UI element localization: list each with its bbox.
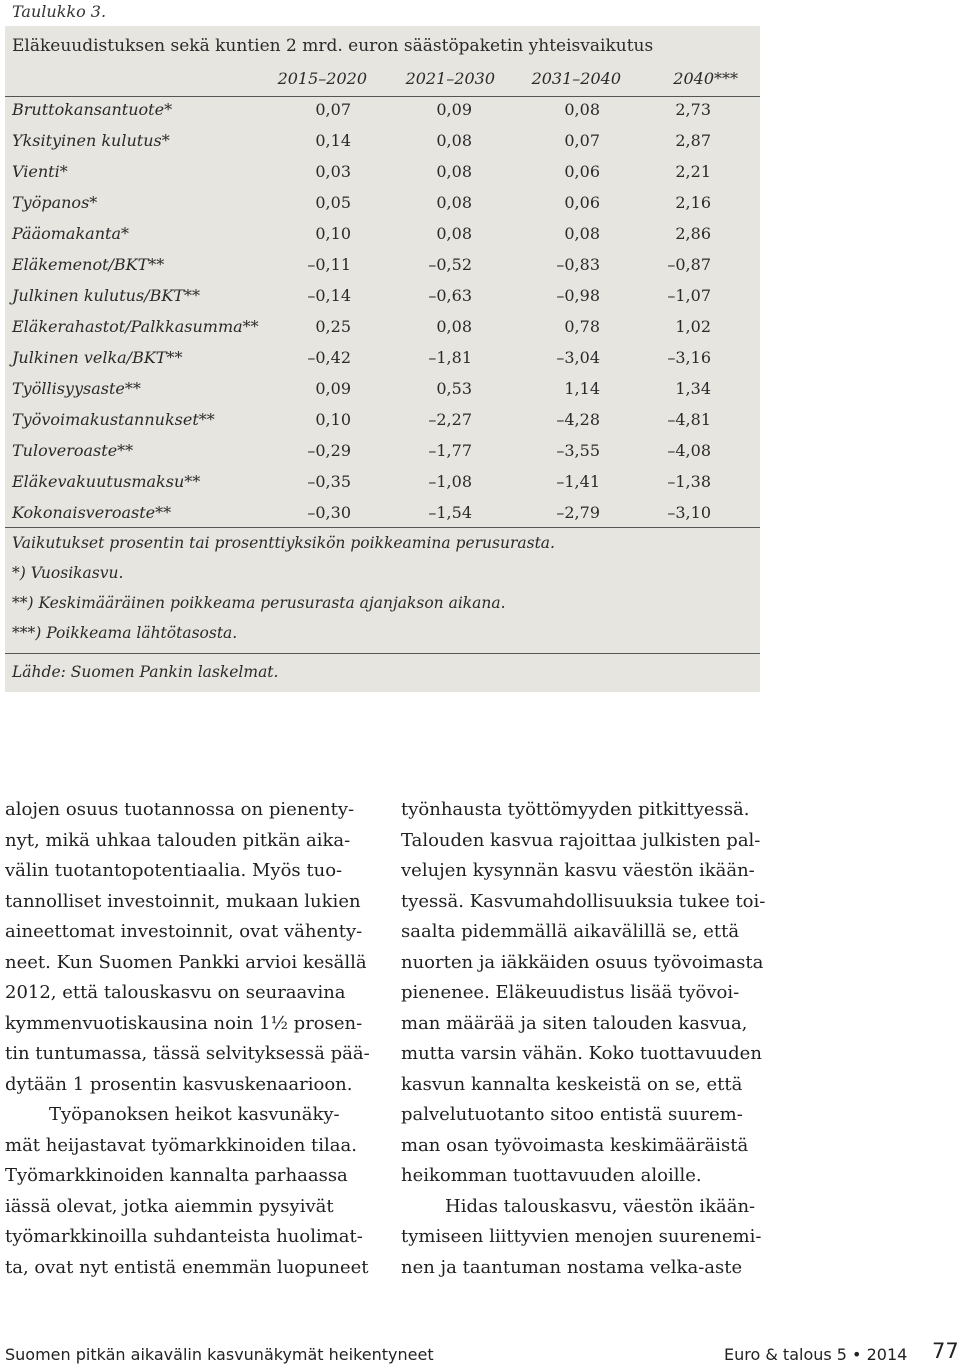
table-note: **) Keskimääräinen poikkeama perusurasta ajanjakson aikana. [12,594,506,612]
row-label: Kokonaisveroaste** [12,503,172,522]
text-line: neet. Kun Suomen Pankki arvioi kesällä [5,951,367,973]
row-label: Työllisyysaste** [12,379,141,398]
table-cell: –3,10 [667,503,711,522]
table-cell: –1,07 [667,286,711,305]
text-line: Työmarkkinoiden kannalta parhaassa [5,1165,348,1186]
table-cell: –0,30 [307,503,351,522]
table-cell: 2,87 [675,131,711,150]
table-caption: Taulukko 3. [12,2,107,21]
table-cell: 0,03 [315,162,351,181]
table-row [5,344,760,375]
table-cell: –1,41 [556,472,600,491]
table-header-row [5,65,760,97]
table-cell: 0,07 [564,131,600,150]
text-line: velujen kysynnän kasvu väestön ikään- [401,860,755,881]
text-line: Hidas talouskasvu, väestön ikään- [445,1195,756,1217]
table-cell: –1,54 [428,503,472,522]
table-row [5,375,760,406]
table-cell: 0,07 [315,100,351,119]
table-cell: –1,81 [428,348,472,367]
row-label: Työpanos* [12,193,98,212]
table-cell: –4,81 [667,410,711,429]
text-line: kymmenvuotiskausina noin 1½ prosen- [5,1012,363,1034]
table-cell: 0,08 [436,162,472,181]
table-cell: –3,04 [556,348,600,367]
text-line: Työpanoksen heikot kasvunäky- [49,1104,340,1125]
text-line: alojen osuus tuotannossa on pienenty- [5,799,355,820]
table-cell: –0,42 [307,348,351,367]
table-cell: –4,28 [556,410,600,429]
table-cell: 2,21 [675,162,711,181]
table-cell: 0,05 [315,193,351,212]
text-line: man määrää ja siten talouden kasvua, [401,1012,748,1034]
table-row [5,282,760,313]
body-column-left [5,795,375,1283]
table-divider [5,653,760,654]
text-line: mät heijastavat työmarkkinoiden tilaa. [5,1134,357,1156]
table-cell: 0,10 [315,224,351,243]
table-row [5,220,760,251]
row-label: Bruttokansantuote* [12,100,173,119]
text-line: työnhausta työttömyyden pitkittyessä. [401,799,750,820]
publication-info: Euro & talous 5 • 2014 [724,1345,908,1364]
table-cell: –1,77 [428,441,472,460]
table-row [5,251,760,282]
text-line: työmarkkinoilla suhdanteista huolimat- [5,1226,363,1247]
table-cell: 1,02 [675,317,711,336]
table-cell: 2,86 [675,224,711,243]
table-cell: –0,63 [428,286,472,305]
table-row [5,313,760,344]
table-cell: –1,38 [667,472,711,491]
row-label: Työvoimakustannukset** [12,410,215,429]
table-row [5,189,760,220]
table-cell: 1,34 [675,379,711,398]
text-line: man osan työvoimasta keskimääräistä [401,1134,749,1156]
text-line: kasvun kannalta keskeistä on se, että [401,1073,743,1095]
column-header: 2040*** [673,69,738,88]
table-row [5,96,760,127]
table-row [5,406,760,437]
text-line: saalta pidemmällä aikavälillä se, että [401,921,740,942]
table-cell: –0,98 [556,286,600,305]
text-line: tannolliset investoinnit, mukaan lukien [5,890,361,912]
table-cell: 0,25 [315,317,351,336]
data-table [5,26,760,692]
body-column-right [401,795,771,1283]
table-row [5,468,760,499]
row-label: Yksityinen kulutus* [12,131,170,150]
table-cell: 0,14 [315,131,351,150]
table-row [5,158,760,189]
table-cell: 0,09 [436,100,472,119]
running-footer-title: Suomen pitkän aikavälin kasvunäkymät heikentyneet [5,1345,434,1364]
text-line: dytään 1 prosentin kasvuskenaarioon. [5,1073,353,1095]
table-cell: –3,16 [667,348,711,367]
row-label: Pääomakanta* [12,224,129,243]
table-note: *) Vuosikasvu. [12,564,124,582]
table-cell: 0,08 [564,224,600,243]
table-cell: –4,08 [667,441,711,460]
text-line: heikomman tuottavuuden aloille. [401,1165,702,1186]
text-line: Talouden kasvua rajoittaa julkisten pal- [401,829,761,851]
table-cell: 2,73 [675,100,711,119]
table-cell: 0,08 [436,224,472,243]
table-cell: 1,14 [564,379,600,398]
table-title: Eläkeuudistuksen sekä kuntien 2 mrd. euron säästöpaketin yhteisvaikutus [12,36,654,56]
text-line: tin tuntumassa, tässä selvityksessä pää- [5,1043,370,1064]
table-row [5,437,760,468]
text-line: nuorten ja iäkkäiden osuus työvoimasta [401,951,764,973]
row-label: Tuloveroaste** [12,441,134,460]
text-line: välin tuotantopotentiaalia. Myös tuo- [5,860,343,881]
table-note: ***) Poikkeama lähtötasosta. [12,624,238,642]
text-line: mutta varsin vähän. Koko tuottavuuden [401,1043,762,1064]
text-line: nen ja taantuman nostama velka-aste [401,1256,743,1278]
text-line: ta, ovat nyt entistä enemmän luopuneet [5,1256,369,1278]
text-line: 2012, että talouskasvu on seuraavina [5,982,346,1003]
text-line: iässä olevat, jotka aiemmin pysyivät [5,1195,334,1217]
table-row [5,127,760,158]
table-cell: 0,08 [564,100,600,119]
text-line: tymiseen liittyvien menojen suurenemi- [401,1226,762,1247]
table-cell: 0,08 [436,193,472,212]
table-cell: –1,08 [428,472,472,491]
table-row [5,499,760,530]
table-cell: –0,83 [556,255,600,274]
column-header: 2021–2030 [405,69,495,88]
table-cell: –3,55 [556,441,600,460]
row-label: Julkinen kulutus/BKT** [12,286,200,305]
table-cell: –0,29 [307,441,351,460]
table-cell: –0,87 [667,255,711,274]
table-cell: –0,14 [307,286,351,305]
text-line: pienenee. Eläkeuudistus lisää työvoi- [401,982,740,1003]
text-line: tyessä. Kasvumahdollisuuksia tukee toi- [401,890,766,912]
table-cell: 0,78 [564,317,600,336]
table-cell: –0,35 [307,472,351,491]
column-header: 2015–2020 [277,69,367,88]
table-cell: –2,27 [428,410,472,429]
table-cell: 0,08 [436,317,472,336]
table-cell: –0,52 [428,255,472,274]
page-number: 77 [932,1339,959,1363]
table-cell: 2,16 [675,193,711,212]
row-label: Eläkevakuutusmaksu** [12,472,201,491]
table-cell: –0,11 [307,255,351,274]
row-label: Eläkemenot/BKT** [12,255,165,274]
table-cell: –2,79 [556,503,600,522]
text-line: nyt, mikä uhkaa talouden pitkän aika- [5,829,351,851]
table-cell: 0,53 [436,379,472,398]
table-cell: 0,08 [436,131,472,150]
row-label: Vienti* [12,162,68,181]
text-line: aineettomat investoinnit, ovat vähenty- [5,921,363,942]
table-cell: 0,06 [564,193,600,212]
row-label: Julkinen velka/BKT** [12,348,183,367]
table-source: Lähde: Suomen Pankin laskelmat. [12,663,279,681]
table-cell: 0,09 [315,379,351,398]
table-cell: 0,06 [564,162,600,181]
table-cell: 0,10 [315,410,351,429]
table-note: Vaikutukset prosentin tai prosenttiyksikön poikkeamina perusurasta. [12,534,555,552]
table-divider [5,527,760,528]
text-line: palvelutuotanto sitoo entistä suurem- [401,1104,743,1125]
row-label: Eläkerahastot/Palkkasumma** [12,317,259,336]
column-header: 2031–2040 [531,69,621,88]
